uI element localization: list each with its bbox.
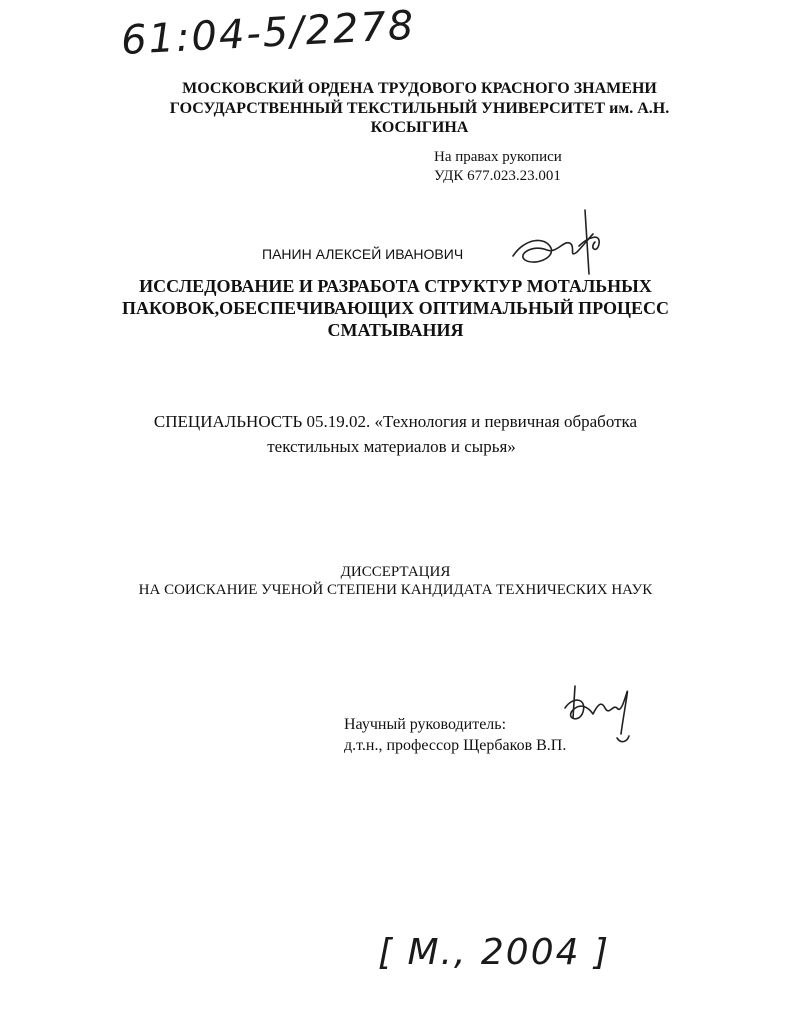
udk-code: УДК 677.023.23.001: [434, 168, 561, 184]
title-line-3: СМАТЫВАНИЯ: [327, 320, 464, 340]
supervisor-signature: [555, 678, 645, 758]
degree-line-2: НА СОИСКАНИЕ УЧЕНОЙ СТЕПЕНИ КАНДИДАТА ТЕХНИЧЕСКИХ НАУК: [138, 582, 653, 598]
author-signature: [505, 208, 615, 278]
author-name: ПАНИН АЛЕКСЕЙ ИВАНОВИЧ: [262, 246, 464, 262]
institution-line-3: КОСЫГИНА: [370, 119, 469, 136]
rights-note: На правах рукописи: [434, 149, 562, 165]
title-line-2: ПАКОВОК,ОБЕСПЕЧИВАЮЩИХ ОПТИМАЛЬНЫЙ ПРОЦЕСС: [121, 298, 670, 318]
degree-line-1: ДИССЕРТАЦИЯ: [340, 564, 451, 580]
title-line-1: ИССЛЕДОВАНИЕ И РАЗРАБОТА СТРУКТУР МОТАЛЬНЫХ: [139, 276, 652, 296]
specialty-line-1: СПЕЦИАЛЬНОСТЬ 05.19.02. «Технология и первичная обработка: [153, 412, 638, 431]
institution-line-1: МОСКОВСКИЙ ОРДЕНА ТРУДОВОГО КРАСНОГО ЗНАМЕНИ: [182, 80, 657, 97]
supervisor-name: д.т.н., профессор Щербаков В.П.: [344, 737, 567, 754]
specialty-line-2: текстильных материалов и сырья»: [267, 437, 516, 456]
supervisor-label: Научный руководитель:: [344, 716, 507, 733]
institution-line-2: ГОСУДАРСТВЕННЫЙ ТЕКСТИЛЬНЫЙ УНИВЕРСИТЕТ им. А.Н.: [169, 100, 670, 117]
handwritten-footer: [ М., 2004 ]: [378, 932, 610, 973]
archive-number: 61:04-5/2278: [120, 2, 417, 64]
